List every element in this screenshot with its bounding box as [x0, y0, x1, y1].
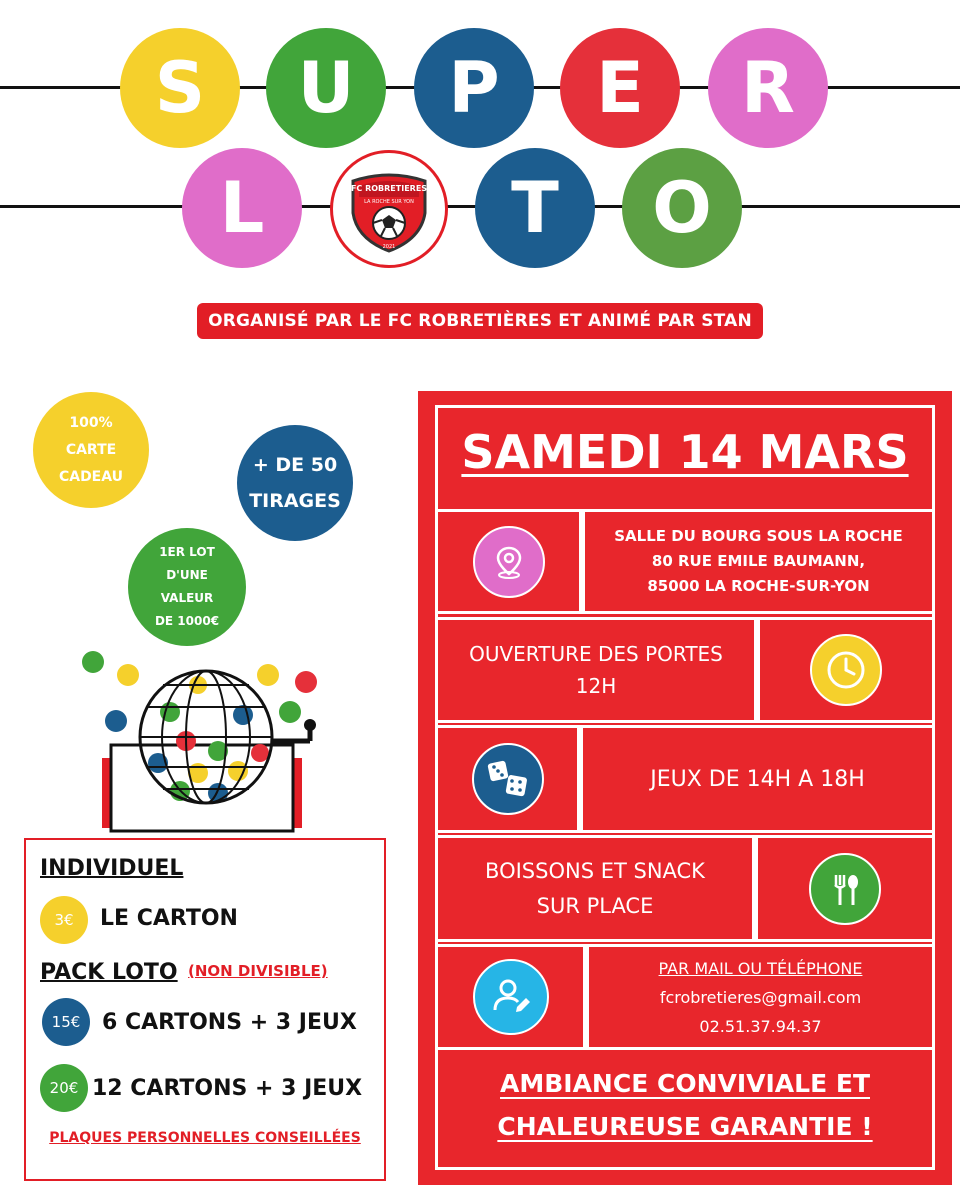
advice-text: PLAQUES PERSONNELLES CONSEILLÉES — [49, 1130, 361, 1146]
title-ball-o — [622, 148, 742, 268]
dice-icon — [485, 756, 531, 802]
title-letter: S — [154, 47, 206, 129]
food-icon-cell — [755, 835, 935, 942]
venue-line2: 80 RUE EMILE BAUMANN, — [651, 552, 866, 570]
title-letter: L — [219, 167, 265, 249]
first-prize-badge — [128, 528, 246, 646]
first-prize-line3: VALEUR — [160, 591, 214, 605]
contact-heading: PAR MAIL OU TÉLÉPHONE — [658, 958, 863, 978]
title-letter: O — [652, 167, 712, 249]
gift-card-line3: CADEAU — [58, 468, 124, 485]
food-line1: BOISSONS ET SNACK — [485, 858, 705, 883]
doors-cell — [435, 617, 757, 723]
contact-cell — [586, 944, 935, 1050]
fork-spoon-icon — [823, 867, 867, 911]
location-pin-icon — [489, 542, 529, 582]
individual-price: 3€ — [54, 911, 74, 929]
gift-card-line1: 100% — [69, 414, 113, 431]
games-icon-cell — [435, 725, 580, 833]
games-cell — [580, 725, 935, 833]
title-ball-u — [266, 28, 386, 148]
first-prize-line4: DE 1000€ — [154, 614, 220, 628]
club-crest-icon — [343, 163, 435, 255]
venue-line1: SALLE DU BOURG SOUS LA ROCHE — [614, 527, 903, 545]
gift-card-line2: CARTE — [65, 441, 117, 458]
pack2-price-badge — [40, 1064, 88, 1112]
individual-label: LE CARTON — [100, 906, 238, 931]
food-cell — [435, 835, 755, 942]
ambiance-text — [440, 1062, 930, 1148]
pack2-price: 20€ — [49, 1079, 79, 1097]
draws-badge — [237, 425, 353, 541]
logo-city: LA ROCHE SUR YON — [364, 199, 414, 205]
draws-line1: + DE 50 — [252, 454, 338, 476]
title-letter: E — [596, 47, 644, 129]
pack-note: (NON DIVISIBLE) — [188, 962, 328, 980]
title-letter: T — [511, 167, 559, 249]
user-edit-icon — [488, 974, 534, 1020]
club-logo — [330, 150, 448, 268]
venue-cell — [582, 509, 935, 614]
location-icon-circle — [473, 526, 545, 598]
pack1-label: 6 CARTONS + 3 JEUX — [102, 1010, 357, 1035]
title-letter: U — [297, 47, 355, 129]
title-ball-e — [560, 28, 680, 148]
contact-phone[interactable]: 02.51.37.94.37 — [699, 1016, 822, 1036]
doors-line1: OUVERTURE DES PORTES — [469, 642, 723, 666]
title-letter: P — [448, 47, 500, 129]
title-ball-p — [414, 28, 534, 148]
pack-heading: PACK LOTO — [40, 960, 178, 985]
venue-line3: 85000 LA ROCHE-SUR-YON — [647, 577, 870, 595]
title-ball-r — [708, 28, 828, 148]
pricing-box — [24, 838, 386, 1181]
ambiance-line2: CHALEUREUSE GARANTIE ! — [497, 1112, 873, 1141]
pack1-price-badge — [42, 998, 90, 1046]
ambiance-line1: AMBIANCE CONVIVIALE ET — [500, 1069, 870, 1098]
contact-icon-circle — [473, 959, 549, 1035]
contact-email[interactable]: fcrobretieres@gmail.com — [659, 987, 862, 1007]
individual-price-badge — [40, 896, 88, 944]
doors-line2: 12H — [575, 674, 617, 698]
food-line2: SUR PLACE — [536, 893, 654, 918]
doors-icon-cell — [757, 617, 935, 723]
event-date: SAMEDI 14 MARS — [461, 425, 909, 479]
venue-icon-cell — [435, 509, 582, 614]
pack1-price: 15€ — [51, 1013, 81, 1031]
title-ball-l — [182, 148, 302, 268]
title-letter: R — [741, 47, 795, 129]
games-text: JEUX DE 14H A 18H — [650, 766, 865, 792]
first-prize-line2: D'UNE — [166, 568, 208, 582]
logo-club-name: FC ROBRETIERES — [350, 184, 428, 193]
logo-year: 2021 — [382, 244, 396, 250]
title-ball-t — [475, 148, 595, 268]
individual-heading: INDIVIDUEL — [40, 856, 184, 881]
organizer-banner — [197, 303, 763, 339]
dice-icon-circle — [472, 743, 544, 815]
first-prize-line1: 1ER LOT — [159, 545, 215, 559]
pack2-label: 12 CARTONS + 3 JEUX — [92, 1076, 363, 1101]
draws-line2: TIRAGES — [249, 490, 341, 512]
organizer-text: ORGANISÉ PAR LE FC ROBRETIÈRES ET ANIMÉ PAR STAN — [208, 311, 752, 331]
bingo-cage-illustration — [78, 645, 338, 835]
food-icon-circle — [809, 853, 881, 925]
gift-card-badge — [33, 392, 149, 508]
clock-icon-circle — [810, 634, 882, 706]
clock-icon — [824, 648, 868, 692]
contact-icon-cell — [435, 944, 586, 1050]
title-ball-s — [120, 28, 240, 148]
